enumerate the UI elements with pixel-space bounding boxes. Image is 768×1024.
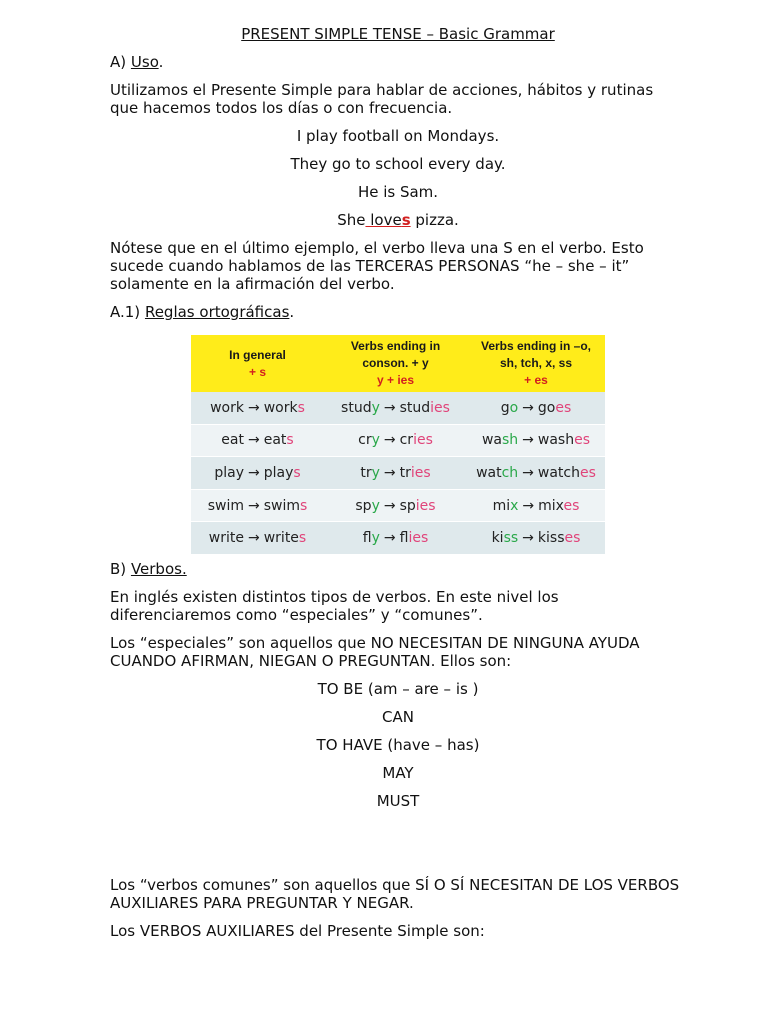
base-verb: eat — [221, 432, 244, 449]
special-verb-4: MAY — [382, 764, 414, 782]
conjugated-stem: tr — [399, 464, 411, 481]
conjugated-ending: es — [555, 399, 572, 416]
table-row — [191, 424, 605, 457]
conjugated-ending: es — [563, 497, 580, 514]
base-verb-stem: wa — [481, 432, 502, 449]
conjugated-ending: s — [297, 399, 305, 416]
conjugated-ending: s — [293, 464, 301, 481]
base-verb-ending: x — [510, 497, 519, 514]
section-a-heading: A) Uso. — [110, 53, 164, 71]
conjugated-ending: es — [574, 432, 591, 449]
conjugated-stem: work — [263, 399, 298, 416]
rule-example-cell — [191, 424, 324, 457]
rule-example-cell — [324, 457, 467, 490]
base-verb-ending: o — [509, 399, 519, 416]
base-verb: play — [214, 464, 244, 481]
base-verb-ending: sh — [502, 432, 519, 449]
table-header-row — [191, 335, 605, 392]
conjugated-ending: es — [564, 530, 581, 547]
table-row — [191, 457, 605, 490]
section-a-intro: Utilizamos el Presente Simple para hablar de acciones, hábitos y rutinas que hacemos todos los días o con frecuencia. — [110, 81, 654, 117]
arrow-icon: → — [383, 464, 396, 481]
base-verb-stem: fl — [362, 530, 372, 547]
arrow-icon: → — [522, 399, 534, 416]
header-o-sh-tch-x-ss: Verbs ending in –o, sh, tch, x, ss + es — [467, 335, 605, 392]
conjugated-ending: ies — [408, 530, 429, 547]
conjugated-ending: s — [298, 530, 307, 547]
rule-example-cell — [467, 392, 605, 424]
conjugated-stem: kiss — [537, 530, 565, 547]
arrow-icon: → — [522, 464, 534, 481]
special-verb-1: TO BE (am – are – is ) — [317, 680, 479, 698]
special-verb-5: MUST — [376, 792, 420, 810]
base-verb-ending: y — [371, 464, 380, 481]
conjugated-ending: ies — [415, 497, 436, 514]
conjugated-ending: es — [580, 464, 596, 481]
rule-example-cell — [467, 489, 605, 522]
conjugated-ending: ies — [430, 399, 450, 416]
arrow-icon: → — [247, 464, 260, 481]
base-verb-ending: y — [371, 399, 380, 416]
header-general: In general + s — [191, 335, 324, 392]
conjugated-ending: s — [286, 432, 294, 449]
conjugated-stem: write — [263, 530, 299, 547]
section-b-p4: Los VERBOS AUXILIARES del Presente Simple son: — [110, 922, 485, 940]
base-verb-stem: sp — [355, 497, 372, 514]
example-2: They go to school every day. — [290, 155, 506, 173]
example-4: She loves pizza. — [337, 211, 459, 229]
base-verb-ending: y — [371, 530, 380, 547]
base-verb-stem: stud — [341, 399, 372, 416]
rule-example-cell — [467, 522, 605, 555]
base-verb: work — [210, 399, 244, 416]
example-3: He is Sam. — [357, 183, 439, 201]
rule-example-cell — [191, 457, 324, 490]
base-verb-stem: wat — [476, 464, 502, 481]
arrow-icon: → — [247, 399, 260, 416]
section-b-p3: Los “verbos comunes” son aquellos que SÍ O SÍ NECESITAN DE LOS VERBOS AUXILIARES PARA PREGUNTAR Y NEGAR. — [110, 876, 680, 912]
conjugated-stem: watch — [537, 464, 580, 481]
base-verb-ending: ss — [503, 530, 519, 547]
rule-example-cell — [324, 392, 467, 424]
conjugated-stem: fl — [399, 530, 409, 547]
arrow-icon: → — [383, 530, 396, 547]
rule-example-cell — [191, 392, 324, 424]
rule-example-cell — [467, 457, 605, 490]
base-verb-ending: y — [371, 432, 380, 449]
arrow-icon: → — [383, 497, 396, 514]
conjugated-stem: sp — [399, 497, 416, 514]
arrow-icon: → — [247, 497, 260, 514]
section-b-heading: B) Verbos. — [110, 560, 187, 578]
rule-example-cell — [467, 424, 605, 457]
conjugated-stem: swim — [263, 497, 300, 514]
conjugated-stem: play — [263, 464, 294, 481]
conjugated-ending: ies — [410, 464, 431, 481]
special-verb-2: CAN — [382, 708, 414, 726]
spelling-rules-table — [191, 335, 605, 555]
table-row — [191, 392, 605, 424]
conjugated-ending: ies — [413, 432, 433, 449]
arrow-icon: → — [383, 432, 396, 449]
conjugated-stem: go — [537, 399, 556, 416]
rule-example-cell — [191, 489, 324, 522]
base-verb-ending: ch — [501, 464, 519, 481]
section-a1-heading: A.1) Reglas ortográficas. — [110, 303, 295, 321]
arrow-icon: → — [247, 432, 260, 449]
section-b-p2: Los “especiales” son aquellos que NO NECESITAN DE NINGUNA AYUDA CUANDO AFIRMAN, NIEGAN O PREGUNTAN. Ellos son: — [110, 634, 640, 670]
conjugated-ending: s — [300, 497, 308, 514]
highlighted-verb: loves — [365, 211, 411, 229]
conjugated-stem: cr — [399, 432, 414, 449]
rule-example-cell — [191, 522, 324, 555]
example-1: I play football on Mondays. — [296, 127, 500, 145]
conjugated-stem: stud — [399, 399, 431, 416]
conjugated-stem: mix — [538, 497, 564, 514]
base-verb-ending: y — [371, 497, 380, 514]
base-verb-stem: ki — [491, 530, 504, 547]
arrow-icon: → — [522, 530, 534, 547]
rule-example-cell — [324, 424, 467, 457]
table-row — [191, 522, 605, 555]
arrow-icon: → — [247, 530, 260, 547]
arrow-icon: → — [522, 497, 535, 514]
conjugated-stem: wash — [537, 432, 575, 449]
section-b-p1: En inglés existen distintos tipos de verbos. En este nivel los diferenciaremos como “especiales” y “comunes”. — [110, 588, 559, 624]
base-verb: write — [208, 530, 244, 547]
base-verb-stem: g — [500, 399, 510, 416]
rule-example-cell — [324, 489, 467, 522]
base-verb-stem: tr — [360, 464, 372, 481]
page-title: PRESENT SIMPLE TENSE – Basic Grammar — [241, 25, 555, 43]
arrow-icon: → — [383, 399, 396, 416]
base-verb: swim — [207, 497, 244, 514]
table-row — [191, 489, 605, 522]
base-verb-stem: cr — [358, 432, 372, 449]
arrow-icon: → — [522, 432, 534, 449]
conjugated-stem: eat — [263, 432, 287, 449]
header-consonant-y: Verbs ending in conson. + y y + ies — [324, 335, 467, 392]
special-verb-3: TO HAVE (have – has) — [316, 736, 480, 754]
base-verb-stem: mi — [492, 497, 511, 514]
rule-example-cell — [324, 522, 467, 555]
section-a-note: Nótese que en el último ejemplo, el verbo lleva una S en el verbo. Esto sucede cuando hablamos de las TERCERAS PERSONAS “he – she – it” solamente en la afirmación del verbo. — [110, 239, 644, 293]
